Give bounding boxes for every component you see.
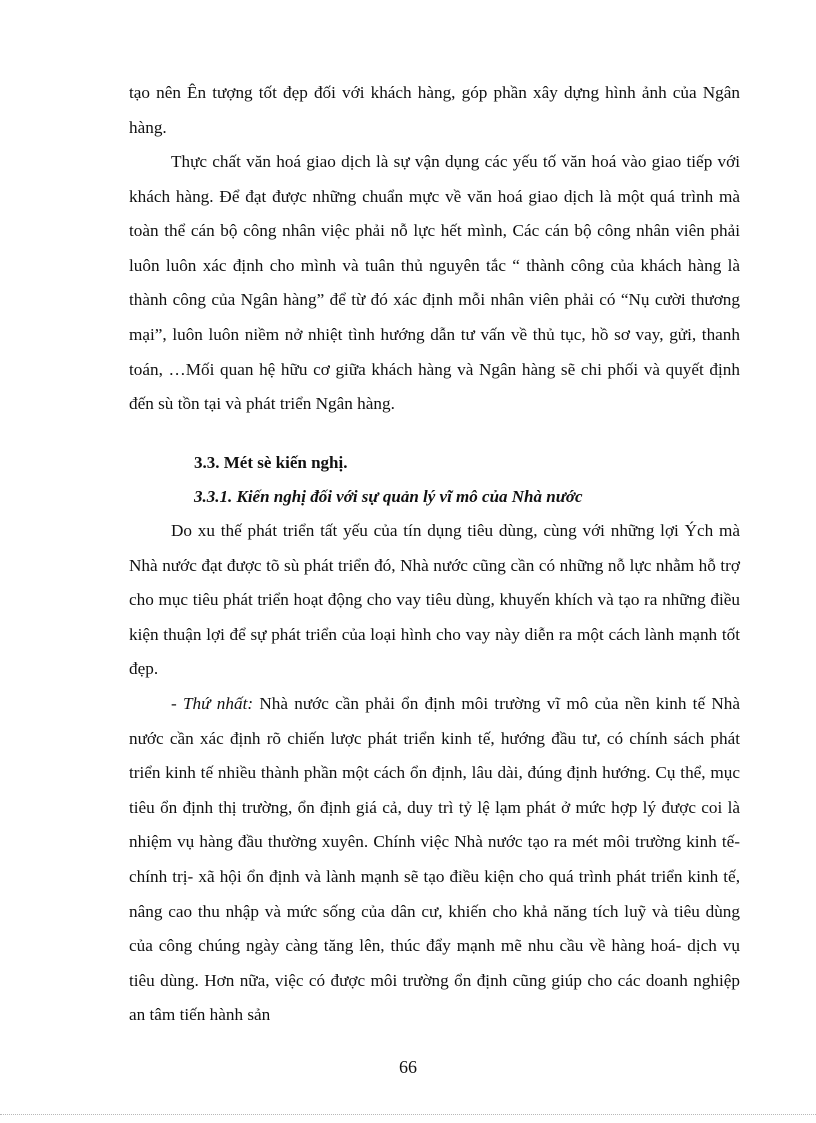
first-point-dash: - [171, 693, 183, 713]
continuation-paragraph-block [129, 76, 740, 145]
recommendation-body [129, 514, 740, 1033]
continuation-paragraph: tạo nên Ên tượng tốt đẹp đối với khách hàng, góp phần xây dựng hình ảnh của Ngân hàng. [129, 83, 740, 137]
culture-paragraph: Thực chất văn hoá giao dịch là sự vận dụng các yếu tố văn hoá vào giao tiếp với khách hàng. Để đạt được những chuẩn mực về văn hoá giao dịch là một quá trình mà toàn thể cán bộ công nhân việc phải nỗ lực hết mình, Các cán bộ công nhân viên phải luôn luôn xác định cho mình và tuân thủ nguyên tắc “ thành công của khách hàng là thành công của Ngân hàng” để từ đó xác định mỗi nhân viên phải có “Nụ cười thương mại”, luôn luôn niềm nở nhiệt tình hướng dẫn tư vấn về thủ tục, hồ sơ vay, gửi, thanh toán, …Mối quan hệ hữu cơ giữa khách hàng và Ngân hàng sẽ chi phối và quyết định đến sù tồn tại và phát triển Ngân hàng. [129, 152, 740, 414]
first-point-text: Nhà nước cần phải ổn định môi trường vĩ mô của nền kinh tế Nhà nước cần xác định rõ chiến lược phát triển kinh tế, hướng đầu tư, có chính sách phát triển kinh tế nhiều thành phần một cách ổn định, lâu dài, đúng định hướng. Cụ thể, mục tiêu ổn định thị trường, ổn định giá cả, duy trì tỷ lệ lạm phát ở mức hợp lý được coi là nhiệm vụ hàng đầu thường xuyên. Chính việc Nhà nước tạo ra mét môi trường kinh tế- chính trị- xã hội ổn định và lành mạnh sẽ tạo điều kiện cho quá trình phát triển kinh tế, nâng cao thu nhập và mức sống của dân cư, khiến cho khả năng tích luỹ và tiêu dùng của công chúng ngày càng tăng lên, thúc đẩy mạnh mẽ nhu cầu về hàng hoá- dịch vụ tiêu dùng. Hơn nữa, việc có được môi trường ổn định cũng giúp cho các doanh nghiệp an tâm tiến hành sản [129, 693, 740, 1025]
page-number: 66 [399, 1057, 417, 1077]
trend-paragraph: Do xu thế phát triển tất yếu của tín dụng tiêu dùng, cùng với những lợi Ých mà Nhà nước đạt được tõ sù phát triển đó, Nhà nước cũng cần có những nỗ lực nhằm hỗ trợ cho mục tiêu phát triển hoạt động cho vay tiêu dùng, khuyến khích và tạo ra những điều kiện thuận lợi để sự phát triển của loại hình cho vay này diễn ra một cách lành mạnh tốt đẹp. [129, 521, 740, 679]
subsection-heading: 3.3.1. Kiến nghị đối với sự quản lý vĩ mô của Nhà nước [194, 487, 583, 506]
page-bottom-divider [0, 1114, 816, 1115]
first-point-lead: Thứ nhất: [183, 693, 254, 713]
first-point-paragraph [129, 687, 740, 1033]
section-heading: 3.3. Mét sè kiến nghị. [194, 453, 348, 472]
culture-paragraph-block [129, 145, 740, 422]
